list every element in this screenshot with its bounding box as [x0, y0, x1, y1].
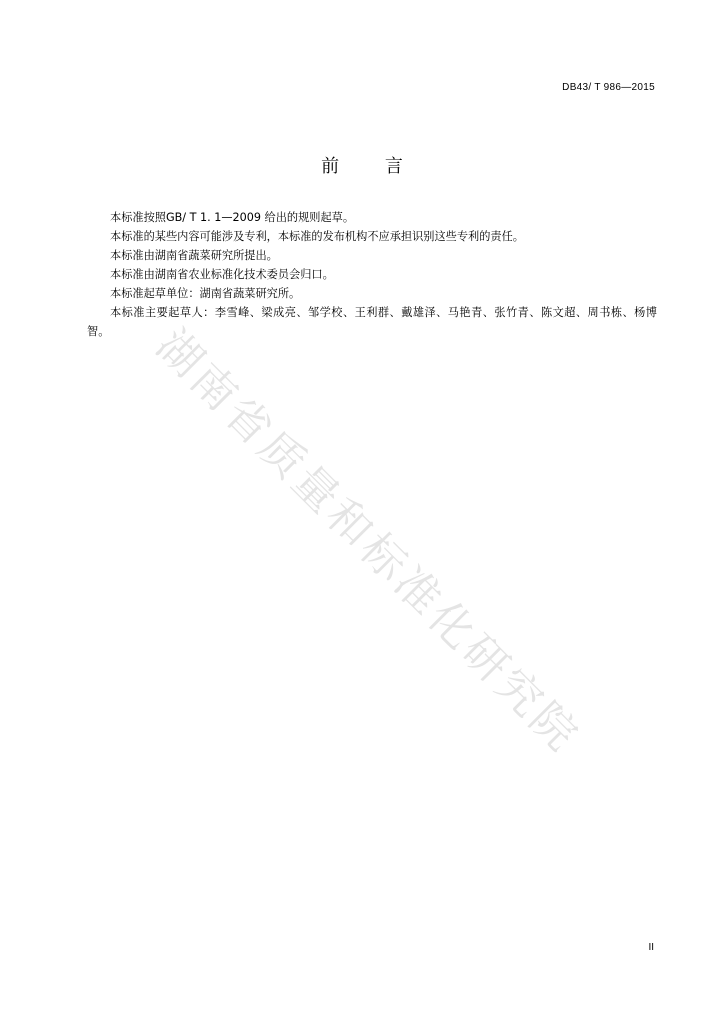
- paragraph-proposer: 本标准由湖南省蔬菜研究所提出。: [110, 249, 278, 262]
- paragraph-drafting-unit: 本标准起草单位：湖南省蔬菜研究所。: [110, 287, 301, 300]
- foreword-body: [87, 208, 657, 341]
- paragraph-patent-notice: 本标准的某些内容可能涉及专利，本标准的发布机构不应承担识别这些专利的责任。: [110, 230, 524, 243]
- standard-code: DB43/ T 986—2015: [562, 82, 655, 93]
- paragraph-drafting-rules: 本标准按照GB/ T 1. 1—2009 给出的规则起草。: [110, 211, 355, 224]
- page-number: II: [648, 942, 654, 953]
- watermark: 湖南省质量和标准化研究院: [146, 319, 590, 764]
- page-title: 前 言: [321, 156, 423, 177]
- paragraph-drafters: 本标准主要起草人：李雪峰、梁成亮、邹学校、王利群、戴雄泽、马艳青、张竹青、陈文超、周书栋、杨博智。: [87, 306, 657, 338]
- paragraph-committee: 本标准由湖南省农业标准化技术委员会归口。: [110, 268, 334, 281]
